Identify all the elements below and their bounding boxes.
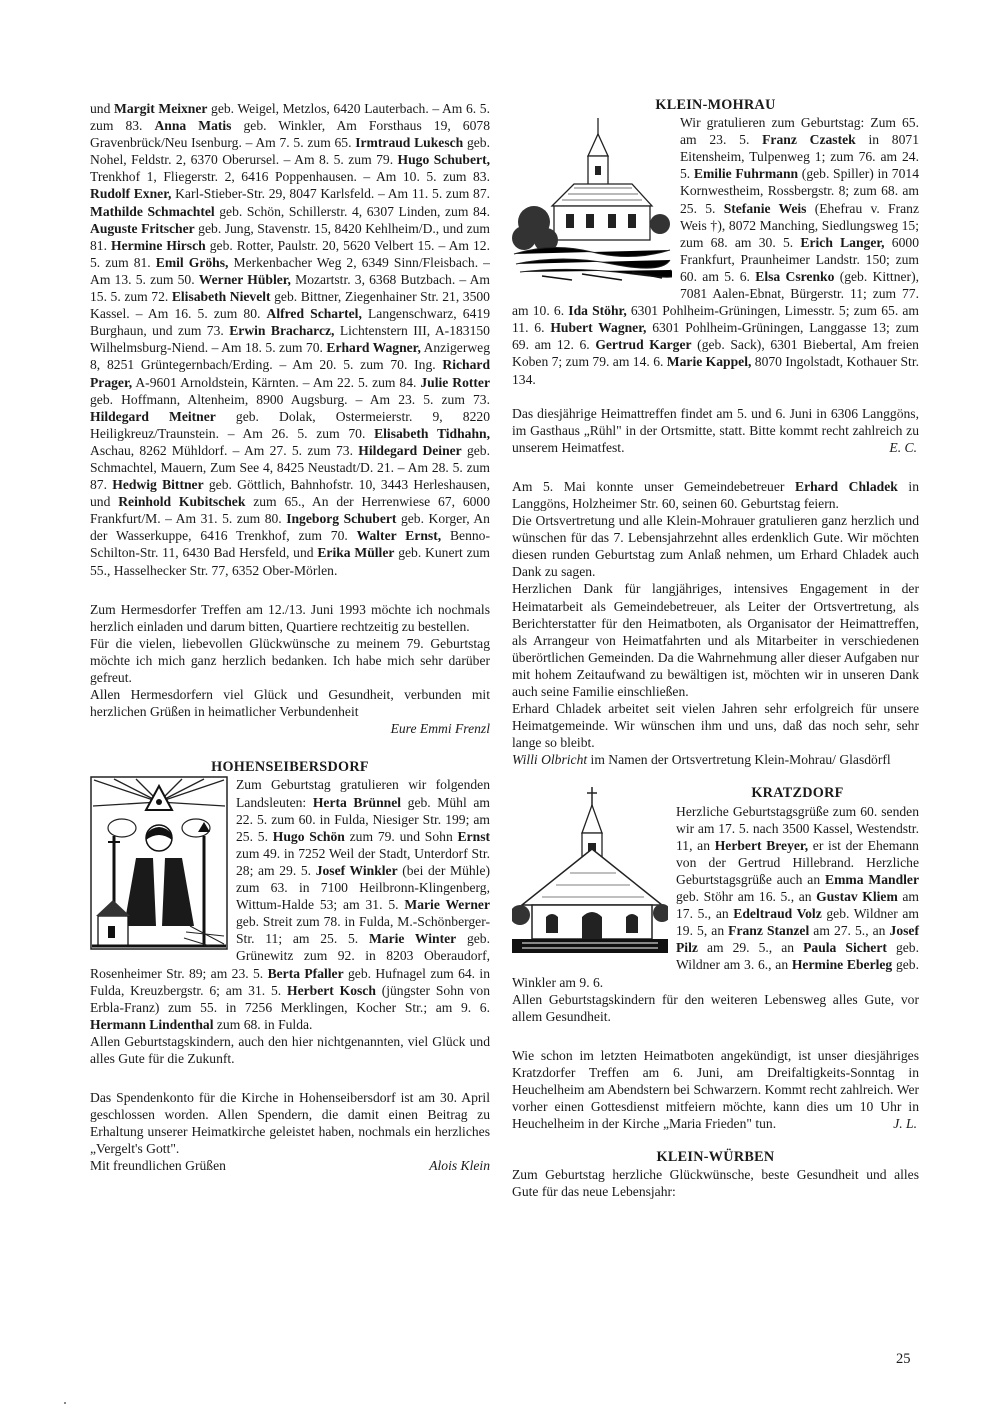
section-heading-hohenseibersdorf: HOHENSEIBERSDORF — [211, 759, 369, 776]
person-name: Erhard Wagner, — [326, 340, 421, 356]
person-name: Berta Pfaller — [267, 965, 344, 981]
letter-paragraph: Zum Hermesdorfer Treffen am 12./13. Juni 1993 möchte ich nochmals herzlich einladen und darum bitten, Quartiere rechtzeitig zu bestellen. — [90, 601, 490, 634]
person-name: Josef Pilz — [676, 923, 919, 956]
chladek-paragraph: Erhard Chladek arbeitet seit vielen Jahren sehr erfolgreich für unsere Heimatgemeinde. Wir wünschen ihm und uns, daß das noch sehr, sehr lange so bleibt. — [512, 701, 919, 751]
person-name: Marie Winter — [368, 931, 457, 947]
person-name: Ida Stöhr, — [568, 303, 627, 319]
person-name: Erich Langer, — [800, 234, 885, 250]
chladek-paragraph: Herzlichen Dank für langjähriges, intensives Engagement in der Heimatarbeit als Gemeindebetreuer, als Leiter der Ortsvertretung, als Berichterstatter für den Heimatboten, als Organisator der Heimattreffen, als Arrangeur von Heimatfahrten und als Mitarbeiter in verschiedenen überörtlichen Gemeinden. Da die Wahrnehmung aller dieser Aufgaben nur mit hohem Zeitaufwand zu bewältigen ist, möchten wir in unseren Dank auch seine Familie einschließen. — [512, 581, 919, 699]
person-name: Elisabeth Tidhahn, — [374, 425, 490, 441]
meeting-signature: E. C. — [889, 439, 917, 455]
person-name: Erwin Bracharcz, — [229, 323, 335, 339]
person-name: Reinhold Kubitschek — [118, 494, 246, 510]
person-name: Ernst — [457, 828, 491, 844]
person-name: Richard Prager, — [90, 357, 490, 390]
section-heading-klein-mohrau: KLEIN-MOHRAU — [655, 97, 776, 113]
person-name: Hedwig Bittner — [112, 477, 204, 493]
chapel-illustration — [512, 787, 668, 955]
church-sketch-illustration — [512, 114, 672, 284]
donation-paragraph: Das Spendenkonto für die Kirche in Hohenseibersdorf ist am 30. April geschlossen worden. Allen Spendern, die damit einen Beitrag zu Erhaltung unserer Heimatkirche geleistet haben, nochmals ein herzliches „Vergelt's Gott". — [90, 1090, 490, 1157]
chladek-signature: Willi Olbricht im Namen der Ortsvertretung Klein-Mohrau/ Glasdörfl — [512, 752, 891, 768]
person-name: Herta Brünnel — [312, 794, 402, 810]
person-name: Stefanie Weis — [723, 200, 807, 216]
person-name: Hermann Lindenthal — [90, 1016, 214, 1032]
scan-speck — [64, 1402, 66, 1404]
person-name: Emil Gröhs, — [155, 254, 229, 270]
klein-mohrau-birthdays: Wir gratulieren zum Geburtstag: Zum 65. am 23. 5. Franz Czastek in 8071 Eitensheim, Tulpenweg 1; zum 76. am 24. 5. Emilie Fuhrmann (geb. Spiller) in 7014 Kornwestheim, Rossbergstr. 8; zum 68. am 25. 5. Stefanie Weis (Ehefrau v. Franz Weis †), 8072 Manching, Siedlungsweg 15; zum 68. am 30. 5. Erich Langer, 6000 Frankfurt, Praunheimer Landstr. 150; zum 60. am 5. 6. Elsa Csrenko (geb. Kittner), 7081 Aalen-Ebnat, Bürgerstr. 11; zum 77. am 10. 6. Ida Stöhr, 6301 Pohlheim-Grüningen, Limesstr. 5; zum 65. am 11. 6. Hubert Wagner, 6301 Pohlheim-Grüningen, Langgasse 13; zum 69. am 12. 6. Gertrud Karger (geb. Sack), 6301 Biebertal, Am freien Koben 7; zum 79. am 14. 6. Marie Kappel, 8070 Ingolstadt, Kothauer Str. 134. — [512, 115, 920, 387]
chladek-paragraph: Die Ortsvertretung und alle Klein-Mohrauer gratulieren ganz herzlich und wünschen für das 7. Lebensjahrzehnt alles erdenklich Gute. Wir möchten diesen runden Geburtstag zum Anlaß nehmen, um Erhard Chladek auch Dank zu sagen. — [512, 513, 919, 580]
person-name: Emilie Fuhrmann — [693, 166, 799, 182]
person-name: Erhard Chladek — [795, 478, 898, 494]
person-name: Elisabeth Nievelt — [171, 289, 271, 305]
person-name: Mathilde Schmachtel — [90, 203, 215, 219]
kratzdorf-block: KRATZDORF Herzliche Geburtstagsgrüße zum 60. senden wir am 17. 5. nach 3500 Kassel, Westendstr. 11, an Herbert Breyer, er ist der Ehemann von der Gertrud Hillebrand. Herzliche Geburtstagsgrüße auch an Emma Mandler geb. Stöhr am 16. 5., an Gustav Kliem am 17. 5., an Edeltraud Volz geb. Wildner am 19. 5, an Franz Stanzel am 27. 5., an Josef Pilz am 29. 5., an Paula Sichert geb. Wildner am 3. 6., an Hermine Eberleg geb. Winkler am 9. 6. — [512, 785, 919, 990]
klein-wuerben-text: Zum Geburtstag herzliche Glückwünsche, beste Gesundheit und alles Gute für das neue Lebensjahr: — [512, 1167, 919, 1200]
donation-signoff — [90, 1157, 490, 1174]
greeting-text: Mit freundlichen Grüßen — [90, 1158, 226, 1174]
person-name: Hermine Eberleg — [791, 957, 893, 973]
person-name: Franz Czastek — [762, 132, 856, 148]
left-column — [90, 100, 490, 1175]
church-village-icon — [512, 114, 672, 284]
person-name: Hugo Schubert, — [397, 152, 490, 168]
person-name: Margit Meixner — [114, 101, 208, 116]
meeting-signature: J. L. — [893, 1116, 917, 1132]
kratzdorf-meeting: Wie schon im letzten Heimatboten angekündigt, ist unser diesjähriges Kratzdorfer Treffen am 6. Juni, am Dreifaltigkeits-Sonntag in Heuchelheim am Abendstern bei Schwarzern. Kommt recht zahlreich. Wer vorher einen Gottesdienst mitfeiern möchte, kann dies um 10 Uhr in Heuchelheim in der Kirche „Maria Frieden" tun. J. L. — [512, 1047, 919, 1132]
birthday-list-continued: und Margit Meixner geb. Weigel, Metzlos, 6420 Lauterbach. – Am 6. 5. zum 83. Anna Matis geb. Winkler, Am Forsthaus 19, 6078 Gravenbrück/Neu Isenburg. – Am 7. 5. zum 65. Irmtraud Lukesch geb. Nohel, Feldstr. 2, 6370 Oberursel. – Am 8. 5. zum 79. Hugo Schubert, Trenkhof 1, Fliegerstr. 2, 6416 Poppenhausen. – Am 10. 5. zum 83. Rudolf Exner, Karl-Stieber-Str. 29, 8047 Karlsfeld. – Am 11. 5. zum 87. Mathilde Schmachtel geb. Schön, Schillerstr. 4, 6307 Linden, zum 84. Auguste Fritscher geb. Jung, Stavenstr. 15, 8420 Kehlheim/D., und zum 81. Hermine Hirsch geb. Rotter, Paulstr. 20, 5620 Velbert 15. – Am 12. 5. zum 81. Emil Gröhs, Merkenbacher Weg 2, 6349 Sinn/Fleisbach. – Am 13. 5. zum 50. Werner Hübler, Mozartstr. 3, 6368 Butzbach. – Am 15. 5. zum 72. Elisabeth Nievelt geb. Bittner, Ziegenhainer Str. 21, 3500 Kassel. – Am 16. 5. zum 80. Alfred Schartel, Langenschwarz, 6419 Burghaun, und zum 73. Erwin Bracharcz, Lichtenstern III, A-183150 Wilhelmsburg-Niend. – Am 18. 5. zum 70. Erhard Wagner, Anzigerweg 8, 8251 Grüntegernbach/Erding. – Am 20. 5. zum 70. Ing. Richard Prager, A-9601 Arnoldstein, Kärnten. – Am 22. 5. zum 84. Julie Rotter geb. Hoffmann, Altenheim, 8900 Augsburg. – Am 23. 5. zum 73. Hildegard Meitner geb. Dolak, Ostermeierstr. 9, 8220 Heiligkreuz/Traunstein. – Am 26. 5. zum 70. Elisabeth Tidhahn, Aschau, 8262 Mühldorf. – Am 27. 5. zum 73. Hildegard Deiner geb. Schmachtel, Mauern, Zum See 4, 8425 Neustadt/D. 21. – Am 28. 5. zum 87. Hedwig Bittner geb. Göttlich, Bahnhofstr. 10, 3443 Herleshausen, und Reinhold Kubitschek zum 65., An der Herrenwiese 67, 6000 Frankfurt/M. – Am 31. 5. zum 80. Ingeborg Schubert geb. Korger, An der Wasserkuppe, 6416 Trenkhof, zum 70. Walter Ernst, Benno-Schilton-Str. 11, 6430 Bad Hersfeld, und Erika Müller geb. Kunert zum 55., Hasselhecker Str. 77, 6352 Ober-Mörlen. — [90, 101, 491, 578]
person-name: Herbert Kosch — [287, 982, 376, 998]
person-name: Paula Sichert — [803, 940, 887, 956]
person-name: Edeltraud Volz — [733, 906, 822, 922]
person-name: Julie Rotter — [420, 374, 490, 390]
person-name: Anna Matis — [154, 118, 232, 134]
person-name: Alfred Schartel, — [266, 306, 362, 322]
person-name: Werner Hübler, — [198, 271, 291, 287]
person-name: Hugo Schön — [272, 828, 345, 844]
section-heading-kratzdorf: KRATZDORF — [751, 785, 844, 802]
woodcut-church-icon — [90, 776, 228, 950]
person-name: Ingeborg Schubert — [286, 511, 397, 527]
person-name: Gertrud Karger — [595, 337, 692, 353]
person-name: Rudolf Exner, — [90, 186, 172, 202]
chapel-icon — [512, 787, 668, 955]
person-name: Walter Ernst, — [356, 528, 442, 544]
signer-name: Willi Olbricht — [512, 752, 588, 768]
letter-paragraph: Allen Hermesdorfern viel Glück und Gesundheit, verbunden mit herzlichen Grüßen in heimatlicher Verbundenheit — [90, 687, 490, 720]
person-name: Erika Müller — [317, 545, 395, 561]
chladek-paragraph: Am 5. Mai konnte unser Gemeindebetreuer Erhard Chladek in Langgöns, Holzheimer Str. 60, seinen 60. Geburtstag feiern. — [512, 478, 919, 511]
person-name: Herbert Breyer, — [714, 837, 809, 853]
person-name: Franz Stanzel — [728, 923, 810, 939]
person-name: Marie Kappel, — [666, 354, 752, 370]
kratzdorf-closing: Allen Geburtstagskindern für den weiteren Lebensweg alles Gute, vor allem Gesundheit. — [512, 991, 919, 1024]
person-name: Auguste Fritscher — [90, 220, 195, 236]
person-name: Hildegard Deiner — [358, 442, 462, 458]
page-number: 25 — [896, 1351, 911, 1367]
woodcut-illustration — [90, 776, 228, 950]
hohenseibersdorf-birthdays: Zum Geburtstag gratulieren wir folgenden Landsleuten: Herta Brünnel geb. Mühl am 22. 5. zum 60. in Fulda, Niesiger Str. 199; am 25. 5. Hugo Schön zum 79. und Sohn Ernst zum 49. in 7252 Weil der Stadt, Unterdorf Str. 28; am 29. 5. Josef Winkler (bei der Mühle) zum 63. in 7100 Heilbronn-Klingenberg, Wittum-Halde 53; am 31. 5. Marie Werner geb. Streit zum 78. in Fulda, M.-Schönberger-Str. 11; am 25. 5. Marie Winter geb. Grünewitz zum 92. in 8203 Oberaudorf, Rosenheimer Str. 89; am 23. 5. Berta Pfaller geb. Hufnagel zum 64. in Fulda, Kreuzbergstr. 6; am 31. 5. Herbert Kosch (jüngster Sohn von Erbla-Franz) zum 55. in 7256 Merklingen, Kocher Str.; am 9. 6. Hermann Lindenthal zum 68. in Fulda. — [90, 777, 491, 1032]
right-column — [512, 97, 919, 1201]
hohenseibersdorf-closing: Allen Geburtstagskindern, auch den hier nichtgenannten, viel Glück und alles Gute für die Zukunft. — [90, 1033, 490, 1066]
person-name: Hermine Hirsch — [111, 237, 206, 253]
letter-signature: Eure Emmi Frenzl — [390, 721, 490, 737]
section-heading-klein-wuerben: KLEIN-WÜRBEN — [656, 1149, 775, 1166]
person-name: Emma Mandler — [825, 871, 919, 887]
person-name: Gustav Kliem — [816, 889, 898, 905]
signer-name: Alois Klein — [429, 1158, 490, 1174]
person-name: Hildegard Meitner — [90, 408, 216, 424]
klein-mohrau-meeting: Das diesjährige Heimattreffen findet am 5. und 6. Juni in 6306 Langgöns, im Gasthaus „Rühl" in der Ortsmitte, statt. Bitte kommt recht zahlreich zu unserem Heimatfest. E. C. — [512, 405, 919, 455]
person-name: Marie Werner — [404, 897, 490, 913]
person-name: Elsa Csrenko — [755, 268, 835, 284]
person-name: Hubert Wagner, — [550, 320, 647, 336]
person-name: Josef Winkler — [315, 862, 398, 878]
letter-paragraph: Für die vielen, liebevollen Glückwünsche zu meinem 79. Geburtstag möchte ich mich ganz herzlich bedanken. Ich habe mich sehr darüber gefreut. — [90, 635, 490, 685]
person-name: Irmtraud Lukesch — [355, 135, 464, 151]
